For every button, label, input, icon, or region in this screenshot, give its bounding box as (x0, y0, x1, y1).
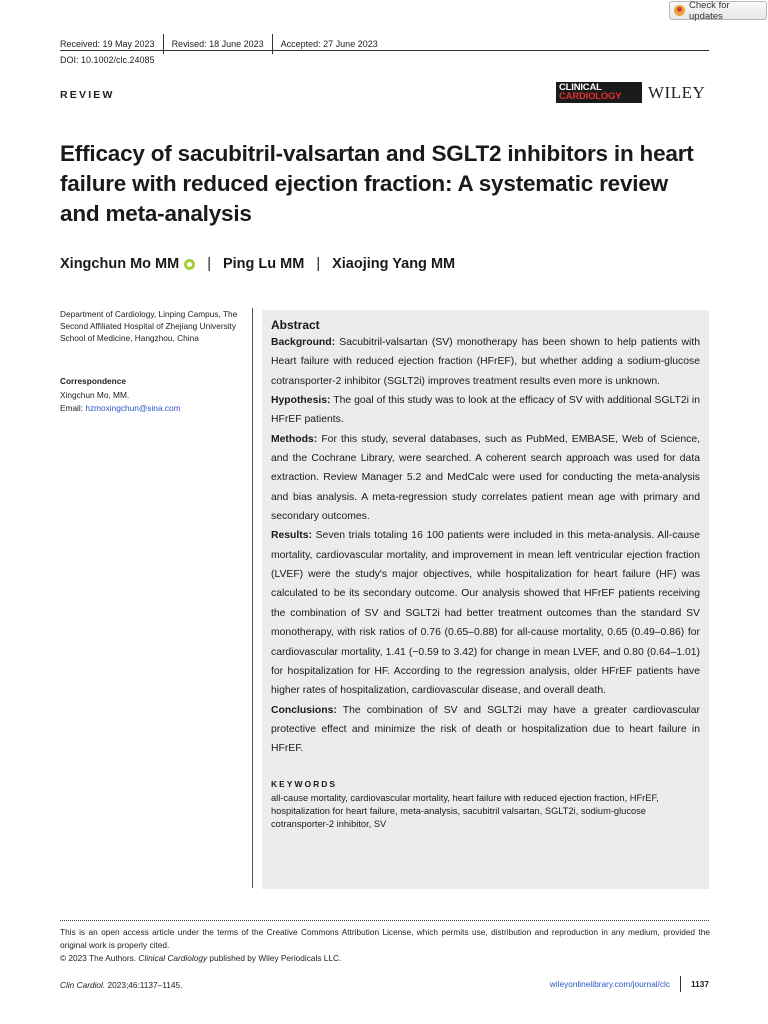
accepted-date: Accepted: 27 June 2023 (280, 39, 378, 49)
copyright-line (60, 952, 710, 965)
abstract-hypothesis (271, 391, 700, 430)
abstract-background (271, 333, 700, 391)
abstract-section-text: The combination of SV and SGLT2i may have a greater cardiovascular protective effect and minimize the risk of death or hospitalization due to heart failure in HFrEF. (271, 704, 700, 755)
article-title: Efficacy of sacubitril-valsartan and SGLT2 inhibitors in heart failure with reduced ejection fraction: A systematic review and meta-analysis (60, 141, 694, 226)
license-notice (60, 926, 710, 964)
license-text: This is an open access article under the terms of the Creative Commons Attribution License, which permits use, distribution and reproduction in any medium, provided the original work is properly cited. (60, 927, 710, 950)
crossmark-icon (674, 5, 685, 16)
author-name[interactable]: Xingchun Mo MM (60, 256, 180, 272)
abstract-section-label: Methods: (271, 433, 318, 445)
date-divider (163, 34, 164, 54)
publisher-logo: WILEY (648, 82, 706, 102)
journal-name-italic: Clinical Cardiology (138, 952, 208, 963)
abstract-section-text: The goal of this study was to look at the efficacy of SV with additional SGLT2i in HFrEF patients. (271, 395, 700, 426)
journal-brand (556, 82, 705, 103)
citation-details: 2023;46:1137–1145. (107, 980, 183, 990)
abstract-section-text: For this study, several databases, such as PubMed, EMBASE, Web of Science, and the Cochrane Library, were searched. A coherent search approach was used for data extraction. Review Manager 5.2 and MedCalc were used for conducting the meta-analysis and bias analysis. A meta-regression study correlates patient mean age with primary and secondary outcomes. (271, 433, 700, 523)
citation-footer (60, 980, 182, 990)
author-separator: | (207, 256, 211, 272)
author-name[interactable]: Xiaojing Yang MM (332, 256, 456, 272)
abstract-section-label: Results: (271, 530, 312, 542)
logo-line-1: CLINICAL (559, 82, 602, 93)
journal-url-link[interactable]: wileyonlinelibrary.com/journal/clc (549, 979, 670, 989)
journal-abbreviation: Clin Cardiol. (60, 980, 106, 990)
correspondence-name: Xingchun Mo, MM. (60, 390, 130, 400)
date-divider (272, 34, 273, 54)
revised-date: Revised: 18 June 2023 (171, 39, 264, 49)
abstract-section-text: Sacubitril-valsartan (SV) monotherapy has been shown to help patients with Heart failure with reduced ejection fraction (HFrEF), but whether adding a sodium-glucose cotransporter-2 inhibitor (SGLT2i) improves treatment results even more is unknown. (271, 337, 700, 387)
license-divider (60, 920, 709, 921)
doi: DOI: 10.1002/clc.24085 (60, 55, 155, 65)
page-footer-right (550, 976, 709, 992)
abstract-section-label: Conclusions: (271, 704, 337, 716)
section-label: REVIEW (60, 89, 115, 101)
footer-divider (680, 976, 681, 992)
check-for-updates-label: Check for updates (689, 0, 730, 22)
correspondence-heading: Correspondence (60, 376, 126, 386)
abstract-heading: Abstract (271, 318, 320, 332)
email-link[interactable]: hzmoxingchun@sina.com (85, 403, 181, 413)
email-label: Email: (60, 403, 84, 413)
author-list (60, 256, 455, 272)
clinical-cardiology-logo (556, 82, 642, 103)
correspondence-details (60, 389, 245, 415)
keywords-list: all-cause mortality, cardiovascular mortality, heart failure with reduced ejection fraction, HFrEF, hospitalization for heart failure, meta-analysis, sacubitril valsartan, SGLT2i, sodium-glucose cotransporter-2 inhibitor, SV (271, 792, 659, 829)
abstract-section-label: Hypothesis: (271, 395, 331, 407)
orcid-icon[interactable] (184, 259, 195, 270)
abstract-conclusions (271, 701, 700, 759)
abstract-methods (271, 430, 700, 527)
header-rule (60, 50, 709, 51)
author-name[interactable]: Ping Lu MM (222, 256, 305, 272)
copyright-suffix: published by Wiley Periodicals LLC. (209, 952, 342, 963)
abstract-section-label: Background: (271, 337, 336, 348)
correspondence-email-line (60, 402, 245, 415)
abstract-results (271, 526, 700, 700)
affiliation: Department of Cardiology, Linping Campus, The Second Affiliated Hospital of Zhejiang University School of Medicine, Hangzhou, China (60, 309, 238, 344)
abstract-section-text: Seven trials totaling 16 100 patients were included in this meta-analysis. All-cause mortality, cardiovascular mortality, and improvement in mean left ventricular ejection fraction (LVEF) were the study's major objectives, while hospitalization for heart failure (HF) was calculated to be its secondary outcome. Our analysis showed that HFrEF patients receiving the combination of SV and SGLT2i had better treatment outcomes than the standard SV monotherapy, with risk ratios of 0.76 (0.65–0.88) for all-cause mortality, 0.65 (0.49–0.86) for cardiovascular mortality, 1.41 (−0.59 to 3.42) for change in mean LVEF, and 0.80 (0.64–1.01) for hospitalization for HF. According to the regression analysis, older HFrEF patients have higher rates of hospitalization, cardiovascular disease, and overall death. (271, 530, 700, 697)
abstract-box (262, 310, 709, 889)
received-date: Received: 19 May 2023 (60, 39, 155, 49)
column-divider (252, 308, 253, 888)
logo-line-2: CARDIOLOGY (559, 91, 622, 102)
check-for-updates-button[interactable] (669, 1, 767, 20)
copyright-prefix: © 2023 The Authors. (60, 952, 137, 963)
keywords-heading: KEYWORDS (271, 778, 338, 789)
author-separator: | (316, 256, 321, 272)
page-number: 1137 (691, 979, 709, 989)
